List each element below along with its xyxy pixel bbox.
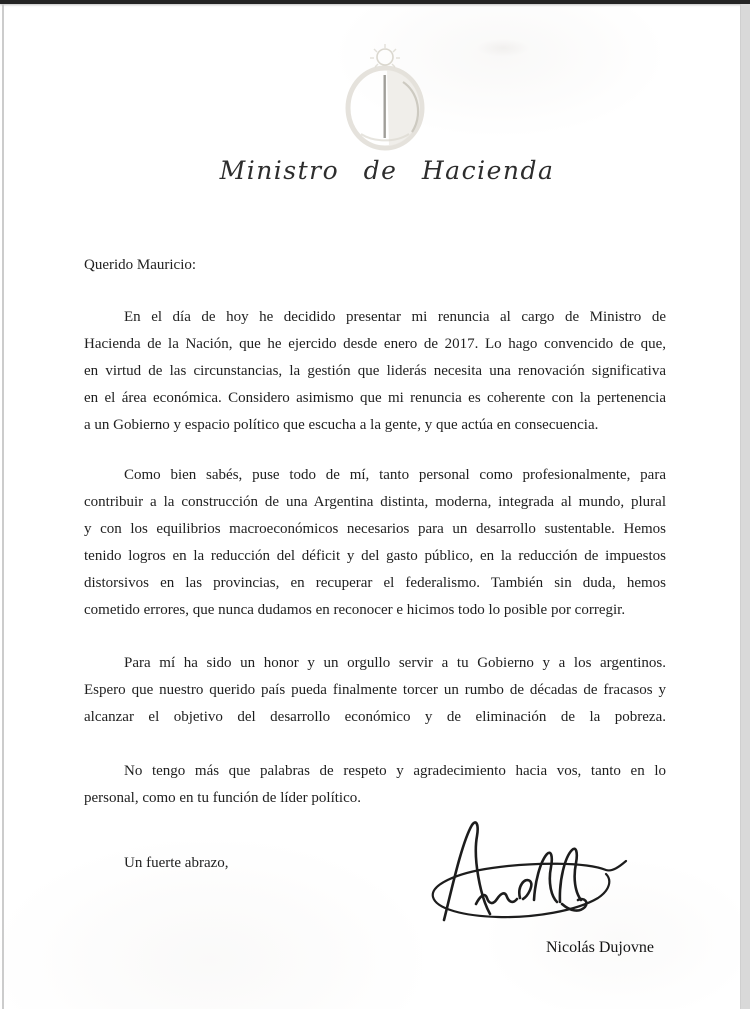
letter-line: en el área económica. Considero asimismo que mi renuncia es coherente con la pertenencia [84, 390, 666, 406]
scan-edge-right [740, 4, 750, 1009]
paragraph [84, 304, 666, 439]
letter-line: alcanzar el objetivo del desarrollo económico y de eliminación de la pobreza. [84, 709, 666, 725]
coat-of-arms-icon [333, 42, 443, 154]
letter-line: en virtud de las circunstancias, la gestión que liderás necesita una renovación significativa [84, 363, 666, 379]
letter-line: y con los equilibrios macroeconómicos necesarios para un desarrollo sustentable. Hemos [84, 521, 666, 537]
letter-line: a un Gobierno y espacio político que escucha a la gente, y que actúa en consecuencia. [84, 417, 599, 433]
letter-line: Espero que nuestro querido país pueda finalmente torcer un rumbo de décadas de fracasos y [84, 682, 666, 698]
paragraph [84, 758, 666, 812]
letter-line: Para mí ha sido un honor y un orgullo servir a tu Gobierno y a los argentinos. [124, 655, 666, 671]
letter-line: personal, como en tu función de líder político. [84, 790, 362, 806]
letter-line: tenido logros en la reducción del déficit y del gasto público, en la reducción de impuestos [84, 548, 666, 564]
letter-line: No tengo más que palabras de respeto y agradecimiento hacia vos, tanto en lo [124, 763, 666, 779]
scan-edge-top [0, 0, 750, 4]
letter-line: contribuir a la construcción de una Argentina distinta, moderna, integrada al mundo, plural [84, 494, 666, 510]
letter-line: Hacienda de la Nación, que he ejercido desde enero de 2017. Lo hago convencido de que, [84, 336, 666, 352]
scan-edge-left [2, 4, 4, 1009]
signature-scribble [416, 814, 631, 929]
letter-line: Como bien sabés, puse todo de mí, tanto personal como profesionalmente, para [124, 467, 666, 483]
scan-smudge [468, 36, 538, 60]
letterhead-title: Ministro de Hacienda [219, 156, 555, 185]
closing-line: Un fuerte abrazo, [124, 855, 229, 871]
letter-line: En el día de hoy he decidido presentar mi renuncia al cargo de Ministro de [124, 309, 666, 325]
signer-name: Nicolás Dujovne [546, 939, 654, 956]
salutation: Querido Mauricio: [84, 257, 197, 273]
paragraph [84, 462, 666, 624]
letter-line: distorsivos en las provincias, en recuperar el federalismo. También sin duda, hemos [84, 575, 666, 591]
letter-line: cometido errores, que nunca dudamos en reconocer e hicimos todo lo posible por corregir. [84, 602, 626, 618]
paragraph [84, 650, 666, 731]
